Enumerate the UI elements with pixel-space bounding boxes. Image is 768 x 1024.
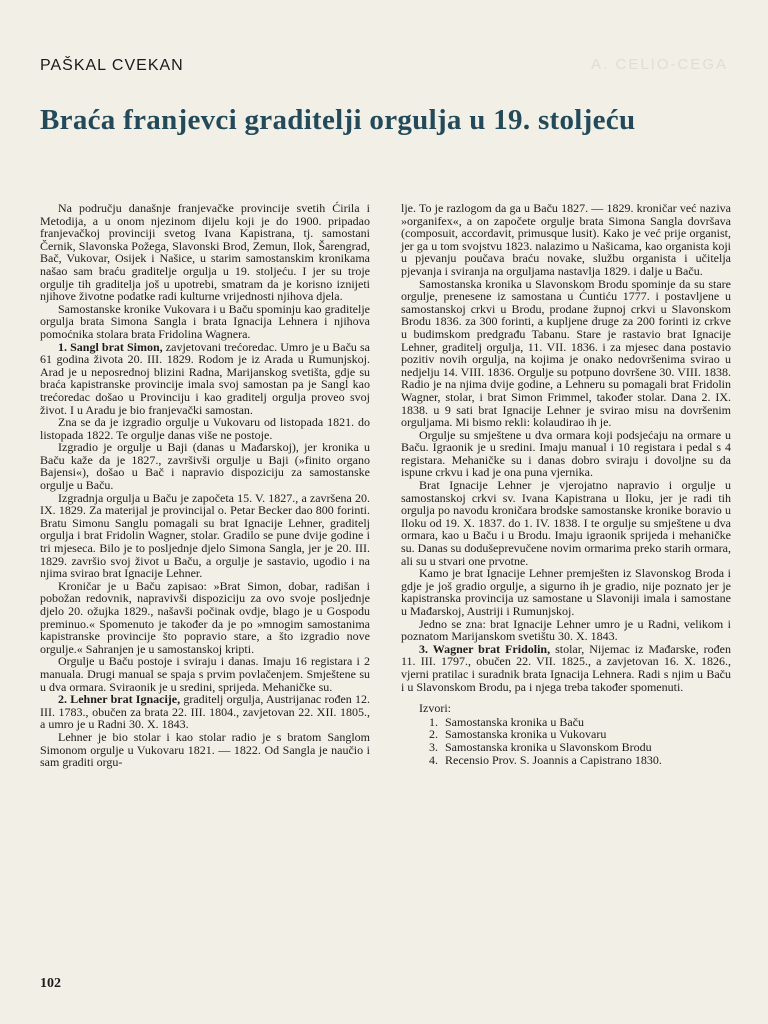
entry-text: graditelj orgulja, Austrijanac rođen 12. III. 1783., obučen za brata 22. III. 1804., zavjetovan 22. XII. 1805., a umro je u Radni 30. X. 1843. <box>40 692 370 732</box>
paragraph: Brat Ignacije Lehner je vjerojatno napravio i orgulje u samostanskoj crkvi sv. Ivana Kapistrana u Iloku, jer je radi tih orgulja po navodu kroničara brodske samostanske kronike boravio u Iloku od 19. X. 1837. do 1. IV. 1838. I te orgulje su smještene u dva ormara, kao u Baču i u Brodu. Imaju igraonik sprijeda i mehaničke su. Danas su dodušeprevučene novim ormarima preko starih ormara, ali su u stvari one prvotne. <box>401 478 731 568</box>
paragraph: Izgradio je orgulje u Baji (danas u Mađarskoj), jer kronika u Baču kaže da je 1827., završivši orgulje u Baji (»finito organo Bajensi«), došao u Bač i napravio dispoziciju za samostanske orgulje u Baču. <box>40 440 370 493</box>
author-name: PAŠKAL CVEKAN <box>40 57 184 74</box>
paragraph <box>401 643 731 693</box>
paragraph: Kroničar je u Baču zapisao: »Brat Simon, dobar, radišan i pobožan redovnik, napravivši dispoziciju za ovo svoje posljednje djelo 20. ožujka 1829., našavši počinak ovdje, blago je u Gospodu preminuo.« Spomenuto je također da je po »mnogim samostanima kapistranske provincije što popravio stare, a što izgradio nove orgulje.« Sahranjen je u samostanskoj kripti. <box>40 578 370 656</box>
paragraph: Kamo je brat Ignacije Lehner premješten iz Slavonskog Broda i gdje je još gradio orgulje, a sigurno ih je gradio, nije poznato jer je kapistranska provincija uz samostane u Slavoniji imala i samostane u Mađarskoj, Austriji i Rumunjskoj. <box>401 566 731 618</box>
paragraph: Zna se da je izgradio orgulje u Vukovaru od listopada 1821. do listopada 1822. Te orgulje danas više ne postoje. <box>40 415 370 442</box>
left-column <box>40 202 370 769</box>
sources-section <box>401 702 731 766</box>
bleed-through-text: A. CELIO-CEGA <box>591 56 728 73</box>
source-item: 1. Samostanska kronika u Baču <box>441 716 731 729</box>
paragraph: Lehner je bio stolar i kao stolar radio je s bratom Sanglom Simonom orgulje u Vukovaru 1821. — 1822. Od Sangla je naučio i sam graditi orgu- <box>40 729 370 770</box>
paragraph: lje. To je razlogom da ga u Baču 1827. — 1829. kroničar već naziva »organifex«, a on započete orgulje brata Simona Sangla dovršava (composuit, accordavit, primusque lusit). Kako je već prije organist, jer ga u tom svojstvu 1823. nalazimo u Našicama, kao organista koji u pjevanju poučava braću novake, službu organista i učitelja pjevanja i sviranja na orguljama nastavlja 1829. i dalje u Baču. <box>401 201 731 278</box>
page-number: 102 <box>40 976 61 991</box>
paragraph <box>40 341 370 417</box>
right-column <box>401 202 731 766</box>
sources-list <box>401 716 731 766</box>
entry-text: stolar, Nijemac iz Mađarske, rođen 11. III. 1797., obučen 22. VII. 1825., a zavjetovan 16. X. 1826., vjerni pratilac i suradnik brata Ignacija Lehnera. Radi s njim u Baču i u Slavonskom Brodu, pa i njega treba također spomenuti. <box>401 641 732 694</box>
paragraph <box>40 693 370 731</box>
article-title: Braća franjevci graditelji orgulja u 19. stoljeću <box>40 104 636 136</box>
paragraph: Samostanske kronike Vukovara i u Baču spominju kao graditelje orgulja brata Simona Sangla i brata Ignacija Lehnera i njihova pomoćnika stolara brata Fridolina Wagnera. <box>40 301 370 341</box>
paragraph: Samostanska kronika u Slavonskom Brodu spominje da su stare orgulje, prenesene iz samostana u Ćuntiću 1777. i postavljene u samostanskoj crkvi u Brodu, prodane župnoj crkvi u Slavonskom Brodu 1836. za 300 forinti, a kupljene druge za 200 forinti iz crkve u budimskom predgrađu Tabanu. Stare je rastavio brat Ignacije Lehner, graditelj orgulja, 11. VII. 1836. i za mjesec dana postavio pozitiv novih orgulja, na kojima je onako nedovršenima svirao u nedjelju 14. VIII. 1836. Orgulje su potpuno dovršene 30. VIII. 1838. Radio je na njima dvije godine, a Lehneru su pomagali brat Fridolin Wagner, stolar, i brat Simon Frimmel, također stolar. Dana 2. IX. 1838. u 9 sati brat Ignacije Lehner je svirao misu na dovršenim orguljama. Mi bismo rekli: kolaudirao ih je. <box>401 276 731 430</box>
paragraph: Na području današnje franjevačke provincije svetih Ćirila i Metodija, a u onom njezinom dijelu koji je do 1900. pripadao franjevačkoj provinciji svetog Ivana Kapistrana, tj. samostani Černik, Slavonska Požega, Slavonski Brod, Zemun, Ilok, Šarengrad, Bač, Vukovar, Osijek i Našice, u starim samostanskim kronikama našao sam braću graditelje orgulja u 19. stoljeću. I jer su troje orgulje tih graditelja još u upotrebi, smatram da je korisno iznijeti njihove životne podatke radi kulturne vrijednosti njihova djela. <box>40 201 370 304</box>
source-item: 3. Samostanska kronika u Slavonskom Brodu <box>441 741 731 754</box>
source-item: 2. Samostanska kronika u Vukovaru <box>441 728 731 741</box>
paragraph: Izgradnja orgulja u Baču je započeta 15. V. 1827., a završena 20. IX. 1829. Za materijal je provincijal o. Petar Becker dao 800 forinti. Bratu Simonu Sanglu pomagali su brat Ignacije Lehner, graditelj orgulja i brat Fridolin Wagner, stolar. Gradilo se pune dvije godine i tri mjeseca. Bilo je to posljednje djelo Simona Sangla, jer je 20. III. 1829. završio svoj život u Baču, a orgulje je sastavio, ugodio i na njima svirao brat Ignacije Lehner. <box>40 490 370 581</box>
paragraph: Orgulje u Baču postoje i sviraju i danas. Imaju 16 registara i 2 manuala. Drugi manual se spaja s prvim povlačenjem. Smještene su u dva ormara. Sviraonik je u sredini, sprijeda. Mehaničke su. <box>40 654 370 694</box>
source-item: 4. Recensio Prov. S. Joannis a Capistrano 1830. <box>441 754 731 767</box>
entry-label-sangl: 1. Sangl brat Simon, <box>58 339 163 354</box>
entry-label-wagner: 3. Wagner brat Fridolin, <box>419 641 551 656</box>
entry-label-lehner: 2. Lehner brat Ignacije, <box>58 692 181 707</box>
paragraph: Jedno se zna: brat Ignacije Lehner umro je u Radni, velikom i poznatom Marijanskom svetištu 30. X. 1843. <box>401 616 731 644</box>
sources-heading: Izvori: <box>419 701 451 716</box>
paragraph: Orgulje su smještene u dva ormara koji podsjećaju na ormare u Baču. Igraonik je u sredini. Imaju manual i 10 registara i pedal s 4 registara. Mehaničke su i danas dobro sviraju i dovoljne su da ispune crkvu i kad je ona puna vjernika. <box>401 427 731 480</box>
entry-text: zavjetovani trećoredac. Umro je u Baču sa 61 godina života 20. III. 1829. Rodom je iz Arada u Rumunjskoj. Arad je u neposrednoj blizini Radna, Marijanskog svetišta, gdje su braća kapistranske provincije imala svoj samostan pa je Sangl kao trećoredac došao u Provinciju i kao graditelj orgulja proveo svoj život. I u Aradu je bio franjevački samostan. <box>40 339 371 417</box>
